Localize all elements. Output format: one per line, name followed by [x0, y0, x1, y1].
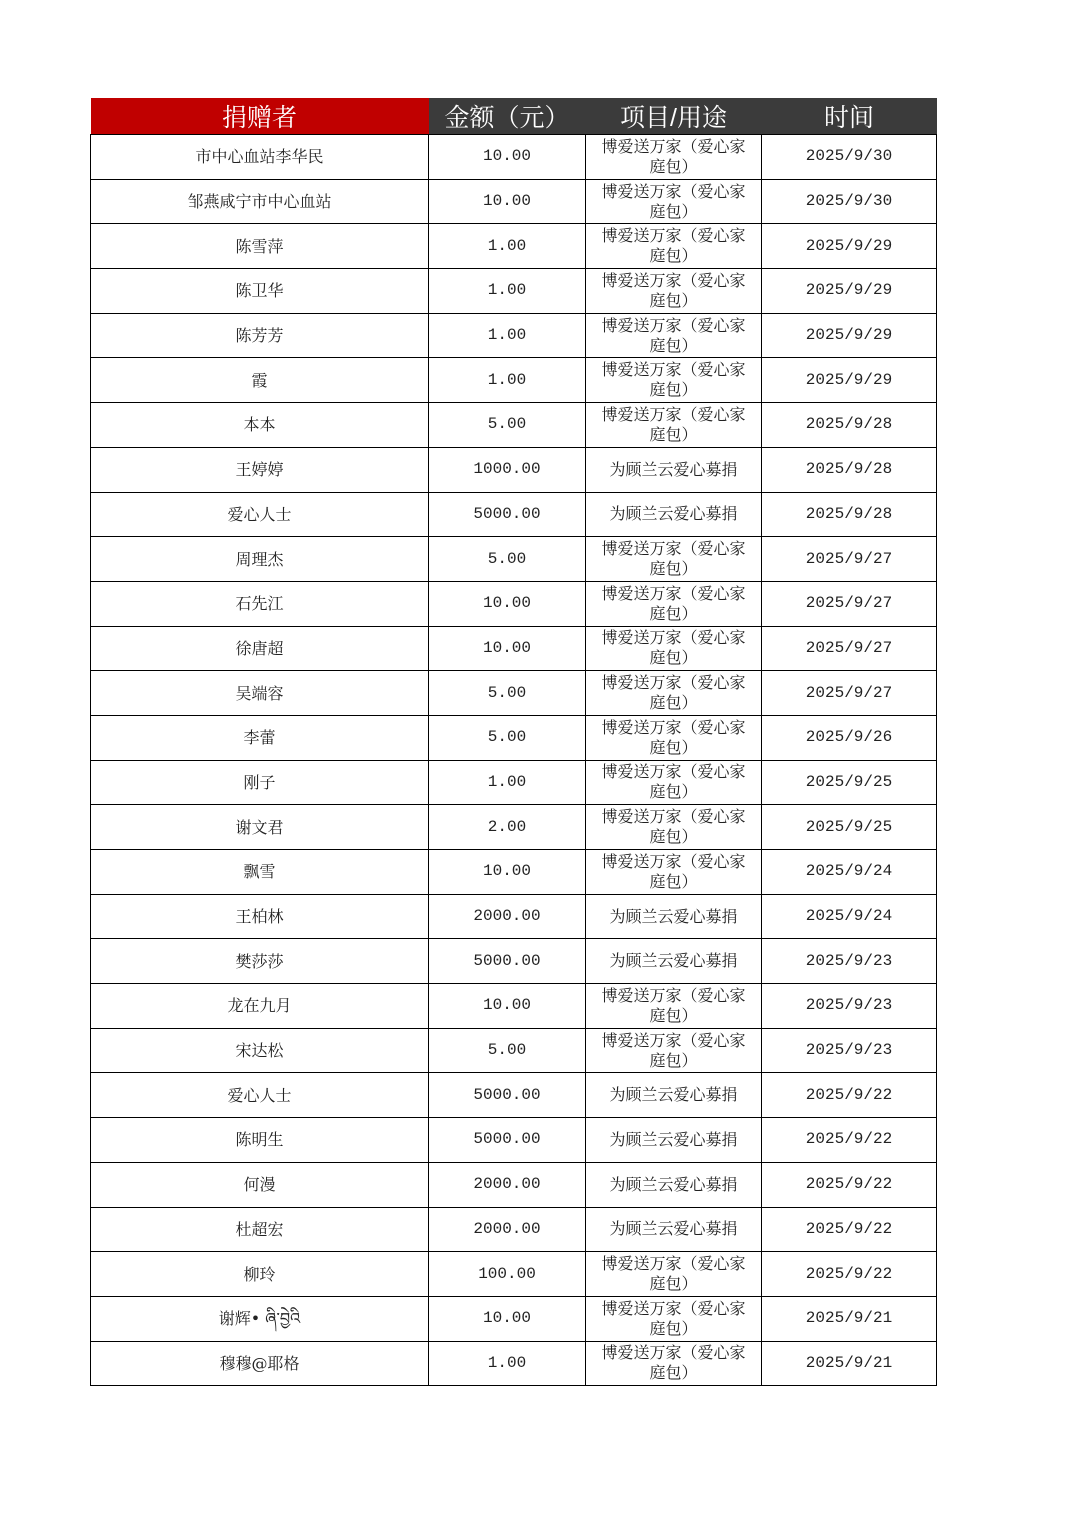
amount-cell: 1.00	[429, 224, 586, 269]
date-cell: 2025/9/23	[762, 984, 937, 1029]
project-cell: 博爱送万家（爱心家庭包）	[586, 179, 762, 224]
amount-cell: 5.00	[429, 403, 586, 448]
date-cell: 2025/9/23	[762, 939, 937, 984]
date-cell: 2025/9/26	[762, 715, 937, 760]
amount-cell: 5000.00	[429, 492, 586, 537]
table-row	[91, 581, 937, 626]
table-row	[91, 224, 937, 269]
amount-cell: 1000.00	[429, 447, 586, 492]
amount-cell: 1.00	[429, 358, 586, 403]
donor-cell: 刚子	[91, 760, 429, 805]
project-cell: 为顾兰云爱心募捐	[586, 1207, 762, 1252]
donor-cell: 石先江	[91, 581, 429, 626]
amount-cell: 5.00	[429, 671, 586, 716]
donor-cell: 爱心人士	[91, 492, 429, 537]
amount-cell: 10.00	[429, 626, 586, 671]
donor-cell: 穆穆@耶格	[91, 1341, 429, 1386]
project-cell: 为顾兰云爱心募捐	[586, 1118, 762, 1163]
date-cell: 2025/9/27	[762, 671, 937, 716]
project-cell: 为顾兰云爱心募捐	[586, 1162, 762, 1207]
project-cell: 为顾兰云爱心募捐	[586, 492, 762, 537]
table-row	[91, 179, 937, 224]
date-cell: 2025/9/24	[762, 894, 937, 939]
date-cell: 2025/9/22	[762, 1073, 937, 1118]
project-cell: 博爱送万家（爱心家庭包）	[586, 805, 762, 850]
project-cell: 博爱送万家（爱心家庭包）	[586, 671, 762, 716]
donor-cell: 邹燕咸宁市中心血站	[91, 179, 429, 224]
date-cell: 2025/9/21	[762, 1341, 937, 1386]
amount-cell: 5.00	[429, 1028, 586, 1073]
date-cell: 2025/9/21	[762, 1296, 937, 1341]
table-row	[91, 358, 937, 403]
donor-cell: 本本	[91, 403, 429, 448]
date-cell: 2025/9/27	[762, 581, 937, 626]
date-cell: 2025/9/24	[762, 850, 937, 895]
donor-cell: 李蕾	[91, 715, 429, 760]
project-cell: 博爱送万家（爱心家庭包）	[586, 224, 762, 269]
amount-cell: 1.00	[429, 760, 586, 805]
project-cell: 博爱送万家（爱心家庭包）	[586, 1252, 762, 1297]
table-row	[91, 1028, 937, 1073]
date-cell: 2025/9/27	[762, 626, 937, 671]
table-row	[91, 894, 937, 939]
donor-cell: 霞	[91, 358, 429, 403]
header-date: 时间	[762, 98, 937, 135]
donor-cell: 宋达松	[91, 1028, 429, 1073]
amount-cell: 5000.00	[429, 1118, 586, 1163]
date-cell: 2025/9/28	[762, 447, 937, 492]
date-cell: 2025/9/30	[762, 135, 937, 180]
project-cell: 博爱送万家（爱心家庭包）	[586, 537, 762, 582]
amount-cell: 1.00	[429, 269, 586, 314]
date-cell: 2025/9/29	[762, 224, 937, 269]
donor-cell: 吴端容	[91, 671, 429, 716]
date-cell: 2025/9/27	[762, 537, 937, 582]
project-cell: 博爱送万家（爱心家庭包）	[586, 135, 762, 180]
date-cell: 2025/9/22	[762, 1162, 937, 1207]
table-row	[91, 1341, 937, 1386]
date-cell: 2025/9/23	[762, 1028, 937, 1073]
project-cell: 博爱送万家（爱心家庭包）	[586, 403, 762, 448]
donor-cell: 陈明生	[91, 1118, 429, 1163]
project-cell: 博爱送万家（爱心家庭包）	[586, 269, 762, 314]
project-cell: 博爱送万家（爱心家庭包）	[586, 313, 762, 358]
header-donor: 捐赠者	[91, 98, 429, 135]
table-row	[91, 313, 937, 358]
date-cell: 2025/9/25	[762, 760, 937, 805]
table-row	[91, 537, 937, 582]
project-cell: 博爱送万家（爱心家庭包）	[586, 1028, 762, 1073]
date-cell: 2025/9/29	[762, 313, 937, 358]
amount-cell: 1.00	[429, 313, 586, 358]
table-row	[91, 1296, 937, 1341]
project-cell: 博爱送万家（爱心家庭包）	[586, 850, 762, 895]
amount-cell: 10.00	[429, 179, 586, 224]
table-row	[91, 135, 937, 180]
donor-cell: 徐唐超	[91, 626, 429, 671]
project-cell: 博爱送万家（爱心家庭包）	[586, 581, 762, 626]
project-cell: 为顾兰云爱心募捐	[586, 894, 762, 939]
table-row	[91, 492, 937, 537]
amount-cell: 1.00	[429, 1341, 586, 1386]
project-cell: 博爱送万家（爱心家庭包）	[586, 715, 762, 760]
donor-cell: 何漫	[91, 1162, 429, 1207]
date-cell: 2025/9/29	[762, 358, 937, 403]
project-cell: 为顾兰云爱心募捐	[586, 939, 762, 984]
amount-cell: 5.00	[429, 715, 586, 760]
table-row	[91, 1162, 937, 1207]
table-row	[91, 715, 937, 760]
donor-cell: 陈卫华	[91, 269, 429, 314]
date-cell: 2025/9/30	[762, 179, 937, 224]
table-row	[91, 984, 937, 1029]
table-row	[91, 1207, 937, 1252]
table-row	[91, 1118, 937, 1163]
amount-cell: 10.00	[429, 850, 586, 895]
donor-cell: 王柏林	[91, 894, 429, 939]
donor-cell: 周理杰	[91, 537, 429, 582]
donor-cell: 谢文君	[91, 805, 429, 850]
donor-cell: 龙在九月	[91, 984, 429, 1029]
amount-cell: 2000.00	[429, 894, 586, 939]
donor-cell: 谢辉• ཞི་བྱེའི	[91, 1296, 429, 1341]
project-cell: 为顾兰云爱心募捐	[586, 1073, 762, 1118]
date-cell: 2025/9/22	[762, 1207, 937, 1252]
header-project: 项目/用途	[586, 98, 762, 135]
project-cell: 博爱送万家（爱心家庭包）	[586, 358, 762, 403]
table-row	[91, 1073, 937, 1118]
donation-table	[90, 98, 937, 1386]
amount-cell: 100.00	[429, 1252, 586, 1297]
date-cell: 2025/9/28	[762, 492, 937, 537]
project-cell: 博爱送万家（爱心家庭包）	[586, 984, 762, 1029]
table-row	[91, 939, 937, 984]
amount-cell: 5000.00	[429, 939, 586, 984]
table-row	[91, 447, 937, 492]
date-cell: 2025/9/29	[762, 269, 937, 314]
donor-cell: 樊莎莎	[91, 939, 429, 984]
amount-cell: 2.00	[429, 805, 586, 850]
table-row	[91, 626, 937, 671]
donor-cell: 爱心人士	[91, 1073, 429, 1118]
amount-cell: 5000.00	[429, 1073, 586, 1118]
header-amount: 金额（元）	[429, 98, 586, 135]
amount-cell: 10.00	[429, 1296, 586, 1341]
donor-cell: 陈雪萍	[91, 224, 429, 269]
amount-cell: 10.00	[429, 984, 586, 1029]
donor-cell: 柳玲	[91, 1252, 429, 1297]
amount-cell: 2000.00	[429, 1162, 586, 1207]
table-row	[91, 805, 937, 850]
table-row	[91, 850, 937, 895]
donor-cell: 飘雪	[91, 850, 429, 895]
project-cell: 博爱送万家（爱心家庭包）	[586, 760, 762, 805]
amount-cell: 10.00	[429, 135, 586, 180]
table-row	[91, 403, 937, 448]
donor-cell: 陈芳芳	[91, 313, 429, 358]
table-row	[91, 1252, 937, 1297]
project-cell: 博爱送万家（爱心家庭包）	[586, 626, 762, 671]
date-cell: 2025/9/28	[762, 403, 937, 448]
header-row	[91, 98, 937, 135]
donor-cell: 市中心血站李华民	[91, 135, 429, 180]
date-cell: 2025/9/25	[762, 805, 937, 850]
table-row	[91, 269, 937, 314]
date-cell: 2025/9/22	[762, 1118, 937, 1163]
amount-cell: 2000.00	[429, 1207, 586, 1252]
amount-cell: 10.00	[429, 581, 586, 626]
project-cell: 博爱送万家（爱心家庭包）	[586, 1296, 762, 1341]
project-cell: 博爱送万家（爱心家庭包）	[586, 1341, 762, 1386]
table-row	[91, 671, 937, 716]
table-row	[91, 760, 937, 805]
amount-cell: 5.00	[429, 537, 586, 582]
project-cell: 为顾兰云爱心募捐	[586, 447, 762, 492]
date-cell: 2025/9/22	[762, 1252, 937, 1297]
donor-cell: 杜超宏	[91, 1207, 429, 1252]
donor-cell: 王婷婷	[91, 447, 429, 492]
